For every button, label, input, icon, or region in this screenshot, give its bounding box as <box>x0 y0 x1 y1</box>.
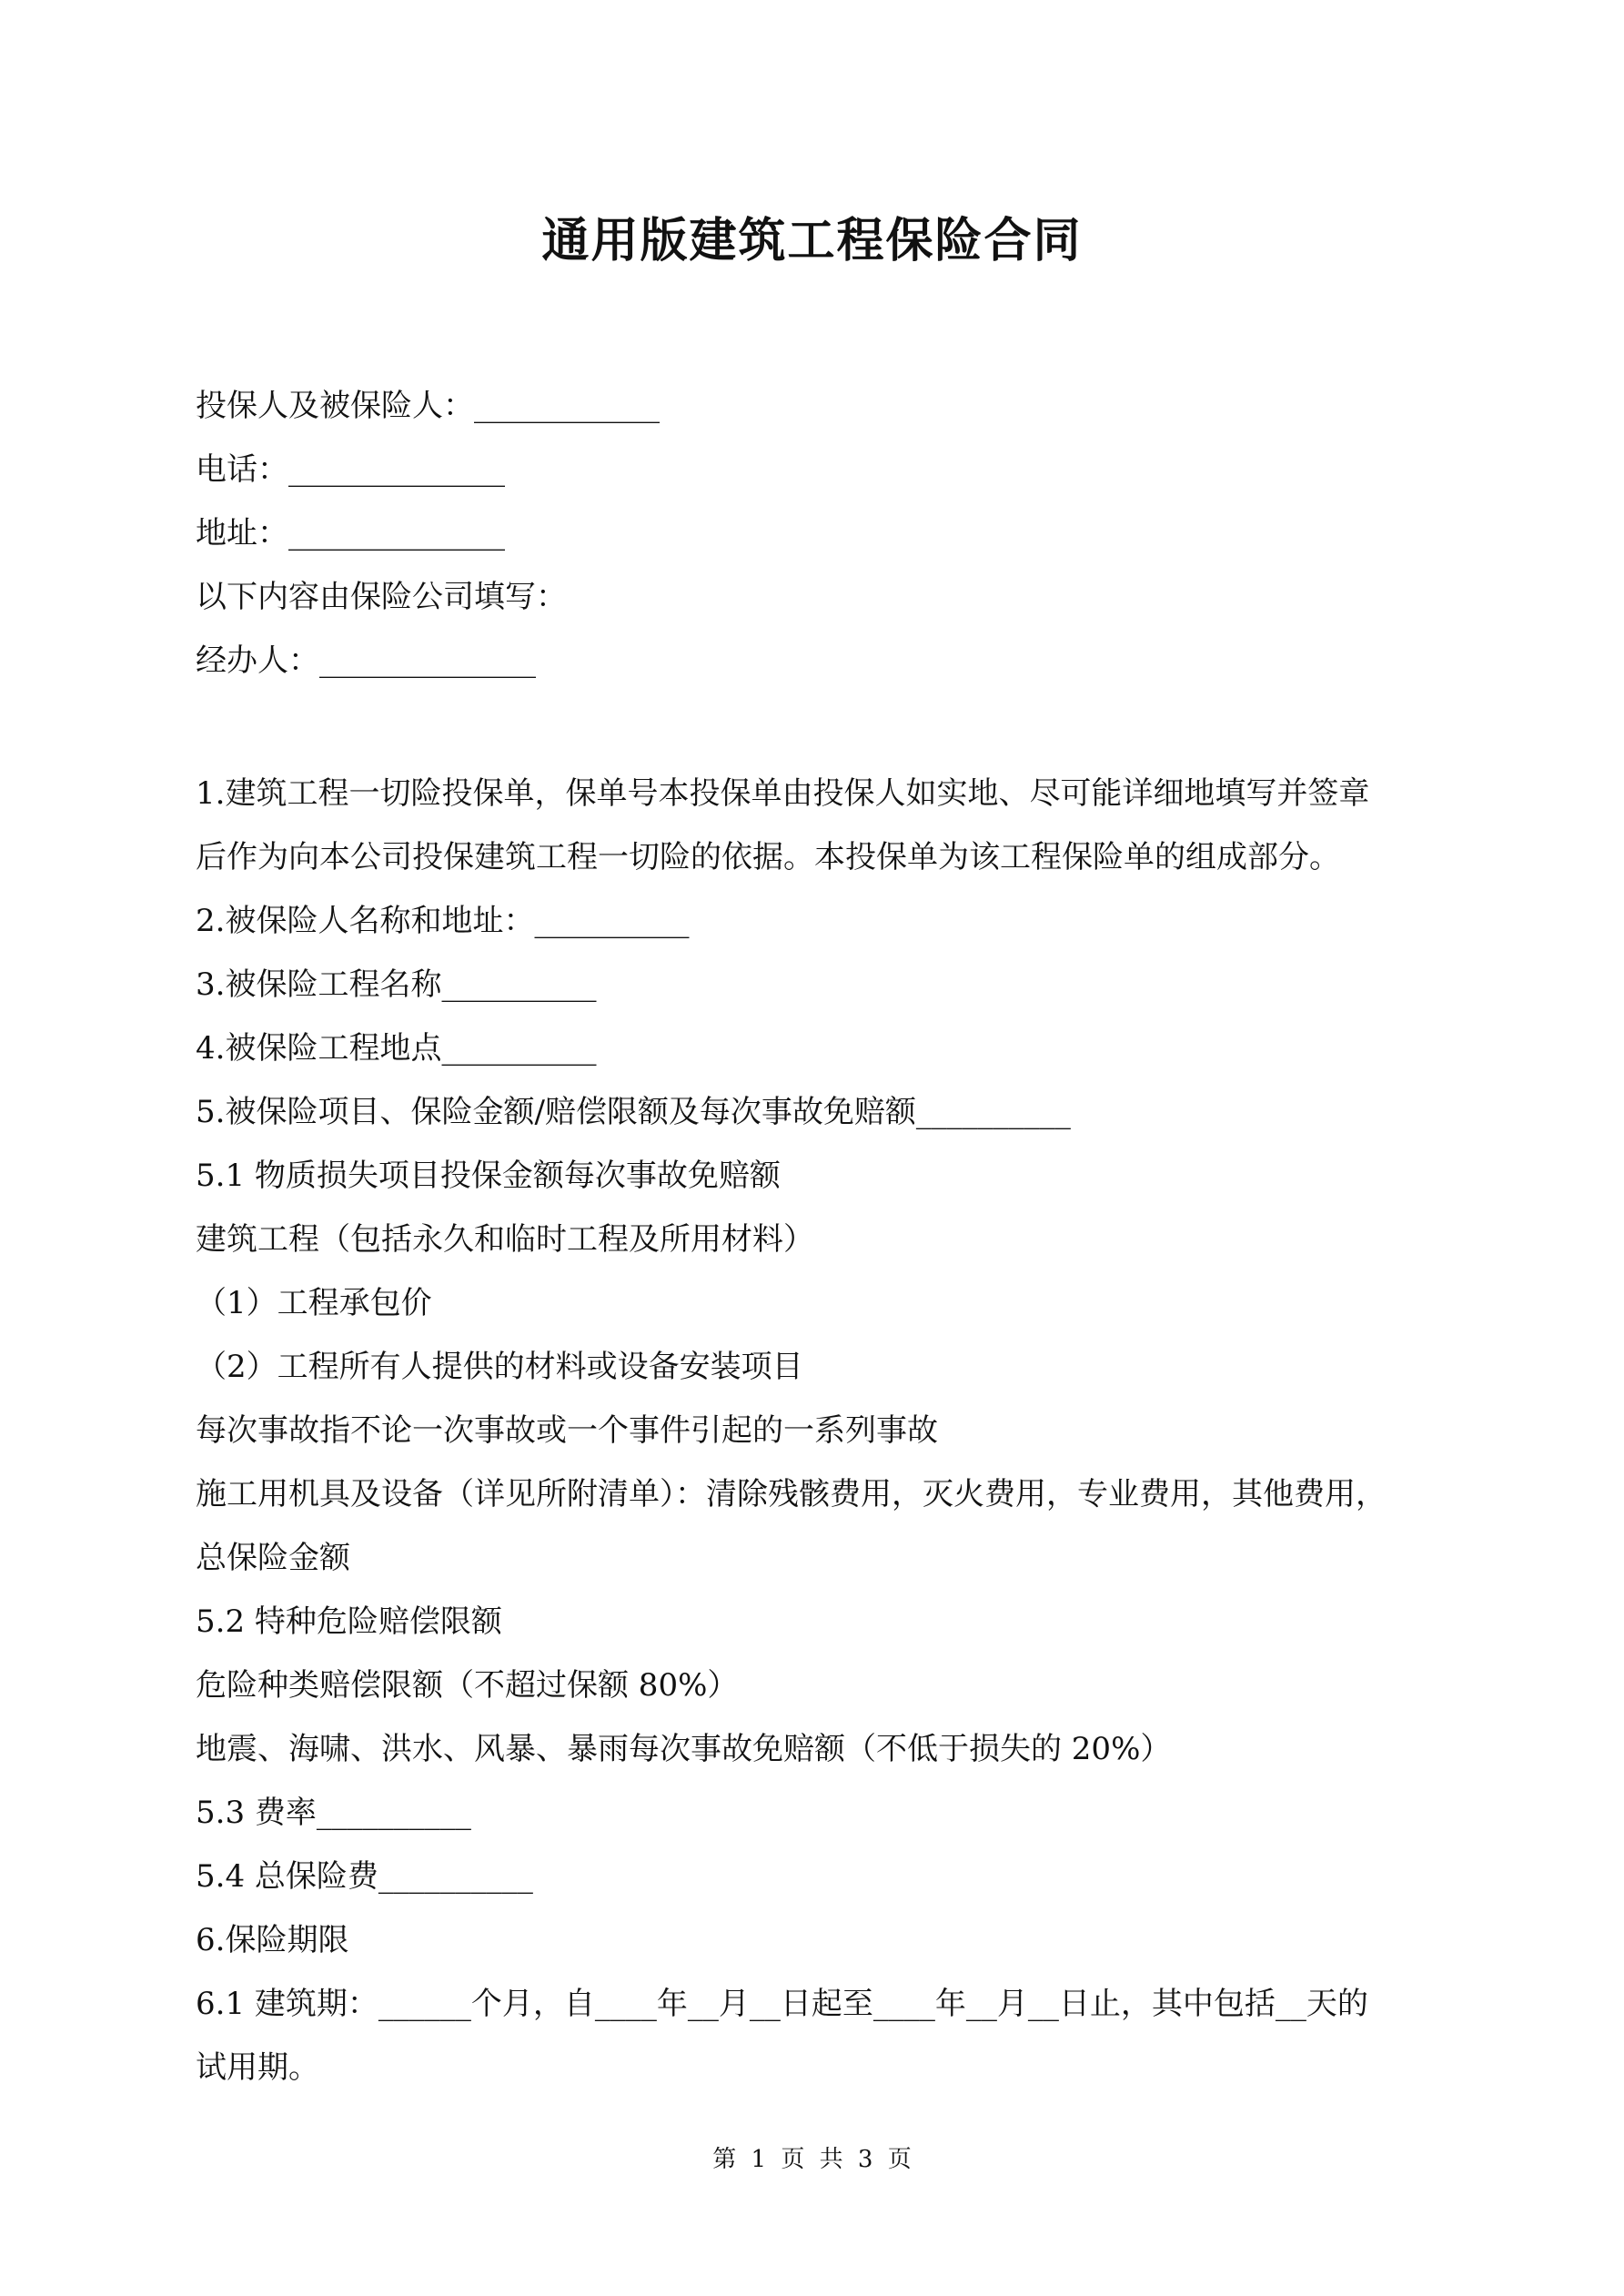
clause-5-3-line: 5.3 费率__________ <box>196 1795 471 1831</box>
clause-1-line-2: 后作为向本公司投保建筑工程一切险的依据。本投保单为该工程保险单的组成部分。 <box>196 839 1340 875</box>
item-1-line: （1）工程承包价 <box>196 1285 432 1321</box>
clause-4-line: 4.被保险工程地点__________ <box>196 1030 597 1067</box>
page-footer: 第 1 页 共 3 页 <box>712 2146 912 2173</box>
clause-6-line: 6.保险期限 <box>196 1922 349 1958</box>
agent-line: 经办人：______________ <box>196 642 536 679</box>
item-2-line: （2）工程所有人提供的材料或设备安装项目 <box>196 1349 803 1385</box>
construction-line: 建筑工程（包括永久和临时工程及所用材料） <box>196 1221 814 1258</box>
natural-disaster-line: 地震、海啸、洪水、风暴、暴雨每次事故免赔额（不低于损失的 20%） <box>196 1731 1172 1767</box>
clause-5-4-line: 5.4 总保险费__________ <box>196 1858 533 1895</box>
risk-limit-line: 危险种类赔偿限额（不超过保额 80%） <box>196 1667 739 1704</box>
clause-5-1-line: 5.1 物质损失项目投保金额每次事故免赔额 <box>196 1158 781 1194</box>
accident-definition-line: 每次事故指不论一次事故或一个事件引起的一系列事故 <box>196 1412 938 1449</box>
clause-6-1-line-1: 6.1 建筑期：______个月，自____年__月__日起至____年__月__日止，其中包括__天的 <box>196 1986 1368 2022</box>
clause-2-line: 2.被保险人名称和地址：__________ <box>196 903 690 939</box>
clause-6-1-line-2: 试用期。 <box>196 2049 319 2086</box>
page-title: 通用版建筑工程保险合同 <box>541 214 1083 268</box>
clause-5-line: 5.被保险项目、保险金额/赔偿限额及每次事故免赔额__________ <box>196 1094 1071 1130</box>
address-line: 地址：______________ <box>196 515 505 551</box>
phone-line: 电话：______________ <box>196 451 505 488</box>
clause-3-line: 3.被保险工程名称__________ <box>196 966 597 1003</box>
clause-5-2-line: 5.2 特种危险赔偿限额 <box>196 1603 502 1640</box>
equipment-line-1: 施工用机具及设备（详见所附清单）：清除残骸费用，灭火费用，专业费用，其他费用， <box>196 1476 1387 1512</box>
insurer-note-line: 以下内容由保险公司填写： <box>196 579 567 615</box>
clause-1-line-1: 1.建筑工程一切险投保单，保单号本投保单由投保人如实地、尽可能详细地填写并签章 <box>196 775 1370 812</box>
policyholder-line: 投保人及被保险人：____________ <box>196 388 660 424</box>
equipment-line-2: 总保险金额 <box>196 1540 350 1576</box>
